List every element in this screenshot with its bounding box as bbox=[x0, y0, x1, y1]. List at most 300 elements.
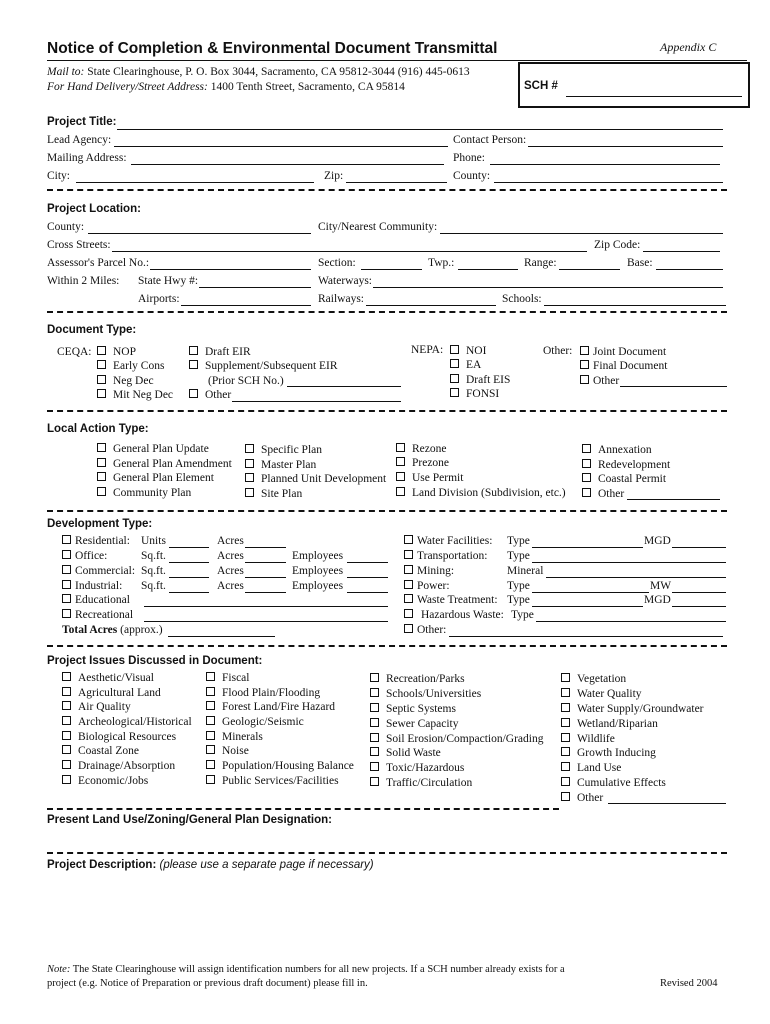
checkbox[interactable] bbox=[396, 443, 405, 452]
option-label: NOI bbox=[466, 345, 487, 357]
checkbox[interactable] bbox=[582, 473, 591, 482]
checkbox[interactable] bbox=[62, 672, 71, 681]
checkbox[interactable] bbox=[370, 747, 379, 756]
checkbox[interactable] bbox=[404, 550, 413, 559]
mineral-field[interactable] bbox=[546, 577, 726, 578]
option-label: Cumulative Effects bbox=[577, 777, 666, 789]
section-label: Section: bbox=[318, 257, 356, 269]
checkbox[interactable] bbox=[97, 346, 106, 355]
checkbox[interactable] bbox=[561, 718, 570, 727]
project-description-note: (please use a separate page if necessary) bbox=[159, 859, 374, 871]
state-hwy-field[interactable] bbox=[199, 287, 311, 288]
local-action-option[interactable] bbox=[582, 444, 652, 456]
note-text-1: The State Clearinghouse will assign identification numbers for all new projects. If a SCH number already exists for a bbox=[72, 964, 565, 975]
checkbox[interactable] bbox=[561, 762, 570, 771]
option-label: EA bbox=[466, 359, 482, 371]
mail-to-label: Mail to: bbox=[47, 66, 85, 78]
option-label: Land Use bbox=[577, 762, 622, 774]
checkbox[interactable] bbox=[62, 580, 71, 589]
section-divider bbox=[47, 189, 727, 191]
cross-streets-label: Cross Streets: bbox=[47, 239, 111, 251]
commercial-option[interactable] bbox=[62, 565, 135, 577]
checkbox[interactable] bbox=[396, 487, 405, 496]
checkbox[interactable] bbox=[404, 609, 413, 618]
airports-label: Airports: bbox=[138, 293, 180, 305]
employees-field[interactable] bbox=[347, 562, 388, 563]
option-label: Educational bbox=[75, 594, 130, 606]
checkbox[interactable] bbox=[370, 777, 379, 786]
checkbox[interactable] bbox=[370, 762, 379, 771]
units-label: Units bbox=[141, 535, 166, 547]
section-field[interactable] bbox=[361, 269, 422, 270]
issue-option[interactable] bbox=[206, 775, 339, 787]
checkbox[interactable] bbox=[561, 792, 570, 801]
issue-option[interactable] bbox=[561, 777, 666, 789]
checkbox[interactable] bbox=[62, 594, 71, 603]
checkbox[interactable] bbox=[582, 459, 591, 468]
sqft-label: Sq.ft. bbox=[141, 550, 166, 562]
mailing-address-label: Mailing Address: bbox=[47, 152, 127, 164]
option-label: Population/Housing Balance bbox=[222, 760, 354, 772]
mailing-address-field[interactable] bbox=[131, 164, 444, 165]
mw-label: MW bbox=[650, 580, 672, 592]
option-label: Forest Land/Fire Hazard bbox=[222, 701, 336, 713]
checkbox[interactable] bbox=[245, 473, 254, 482]
waterways-field[interactable] bbox=[373, 287, 723, 288]
issue-option[interactable] bbox=[62, 701, 131, 713]
checkbox[interactable] bbox=[404, 565, 413, 574]
mgd-label: MGD bbox=[644, 594, 671, 606]
option-label: Noise bbox=[222, 745, 249, 757]
checkbox[interactable] bbox=[370, 673, 379, 682]
eir-option[interactable] bbox=[189, 360, 338, 372]
contact-person-label: Contact Person: bbox=[453, 134, 527, 146]
issue-option[interactable] bbox=[561, 747, 656, 759]
checkbox[interactable] bbox=[404, 535, 413, 544]
option-label: Mining: bbox=[417, 565, 455, 577]
zip-code-field[interactable] bbox=[643, 251, 720, 252]
option-label: FONSI bbox=[466, 388, 500, 400]
other-doc-field[interactable] bbox=[620, 386, 727, 387]
issue-option[interactable] bbox=[370, 673, 465, 685]
checkbox[interactable] bbox=[206, 760, 215, 769]
checkbox[interactable] bbox=[404, 624, 413, 633]
local-action-option[interactable] bbox=[97, 443, 209, 455]
sqft-field[interactable] bbox=[169, 562, 209, 563]
issue-option[interactable] bbox=[370, 762, 464, 774]
checkbox[interactable] bbox=[370, 688, 379, 697]
issue-option[interactable] bbox=[370, 718, 459, 730]
checkbox[interactable] bbox=[97, 487, 106, 496]
issue-option[interactable] bbox=[206, 760, 354, 772]
checkbox[interactable] bbox=[561, 688, 570, 697]
checkbox[interactable] bbox=[582, 488, 591, 497]
option-label: Prezone bbox=[412, 457, 450, 469]
section-divider bbox=[47, 311, 727, 313]
local-action-option[interactable] bbox=[97, 472, 214, 484]
local-action-option[interactable] bbox=[582, 459, 670, 471]
option-label: Annexation bbox=[598, 444, 652, 456]
option-label: Flood Plain/Flooding bbox=[222, 687, 321, 699]
nepa-option[interactable] bbox=[450, 388, 499, 400]
lead-agency-field[interactable] bbox=[114, 146, 448, 147]
total-acres-field[interactable] bbox=[168, 636, 275, 637]
issue-option[interactable] bbox=[561, 673, 626, 685]
checkbox[interactable] bbox=[370, 703, 379, 712]
checkbox[interactable] bbox=[206, 672, 215, 681]
option-label: Mit Neg Dec bbox=[113, 389, 174, 401]
power-mw-field[interactable] bbox=[672, 592, 726, 593]
checkbox[interactable] bbox=[450, 388, 459, 397]
acres-field[interactable] bbox=[245, 592, 286, 593]
project-description-area[interactable] bbox=[47, 880, 727, 960]
option-label: Land Division (Subdivision, etc.) bbox=[412, 487, 566, 499]
checkbox[interactable] bbox=[245, 459, 254, 468]
option-label: Geologic/Seismic bbox=[222, 716, 304, 728]
checkbox[interactable] bbox=[206, 775, 215, 784]
transportation-option[interactable] bbox=[404, 550, 488, 562]
power-type-field[interactable] bbox=[532, 592, 649, 593]
railways-field[interactable] bbox=[366, 305, 496, 306]
base-field[interactable] bbox=[656, 269, 723, 270]
nepa-label: NEPA: bbox=[411, 344, 444, 356]
option-label: Air Quality bbox=[78, 701, 131, 713]
local-action-option[interactable] bbox=[245, 459, 316, 471]
checkbox[interactable] bbox=[206, 716, 215, 725]
option-label: Early Cons bbox=[113, 360, 165, 372]
section-divider bbox=[47, 410, 727, 412]
issue-option[interactable] bbox=[62, 687, 161, 699]
option-label: Coastal Permit bbox=[598, 473, 667, 485]
checkbox[interactable] bbox=[62, 760, 71, 769]
project-description-line bbox=[47, 859, 374, 871]
option-label: Minerals bbox=[222, 731, 263, 743]
checkbox[interactable] bbox=[245, 488, 254, 497]
checkbox[interactable] bbox=[62, 716, 71, 725]
prior-sch-field[interactable] bbox=[287, 386, 401, 387]
local-action-other-field[interactable] bbox=[627, 499, 720, 500]
checkbox[interactable] bbox=[97, 375, 106, 384]
checkbox[interactable] bbox=[62, 701, 71, 710]
option-label: Septic Systems bbox=[386, 703, 456, 715]
issue-option[interactable] bbox=[206, 672, 249, 684]
issue-option[interactable] bbox=[206, 687, 320, 699]
checkbox[interactable] bbox=[404, 580, 413, 589]
parcel-field[interactable] bbox=[150, 269, 311, 270]
water-facilities-option[interactable] bbox=[404, 535, 492, 547]
waste-mgd-field[interactable] bbox=[672, 606, 726, 607]
option-label: General Plan Element bbox=[113, 472, 214, 484]
section-divider bbox=[47, 808, 559, 810]
employees-field[interactable] bbox=[347, 577, 388, 578]
issue-option[interactable] bbox=[561, 733, 615, 745]
option-label: Residential: bbox=[75, 535, 130, 547]
water-mgd-field[interactable] bbox=[672, 547, 726, 548]
city-field[interactable] bbox=[76, 182, 314, 183]
range-field[interactable] bbox=[559, 269, 620, 270]
checkbox[interactable] bbox=[62, 687, 71, 696]
footer-note-line-2: project (e.g. Notice of Preparation or previous draft document) please fill in. bbox=[47, 978, 368, 989]
checkbox[interactable] bbox=[97, 458, 106, 467]
acres-field[interactable] bbox=[245, 577, 286, 578]
eir-option[interactable] bbox=[189, 346, 251, 358]
checkbox[interactable] bbox=[580, 375, 589, 384]
zip-field[interactable] bbox=[346, 182, 447, 183]
eir-other-field[interactable] bbox=[232, 401, 401, 402]
cross-streets-field[interactable] bbox=[112, 251, 587, 252]
option-label: Use Permit bbox=[412, 472, 464, 484]
issue-option[interactable] bbox=[206, 745, 249, 757]
note-label: Note: bbox=[47, 964, 71, 975]
nepa-option[interactable] bbox=[450, 345, 486, 357]
checkbox[interactable] bbox=[97, 360, 106, 369]
employees-field[interactable] bbox=[347, 592, 388, 593]
checkbox[interactable] bbox=[580, 360, 589, 369]
other-doc-label: Other: bbox=[543, 345, 573, 357]
option-label: Hazardous Waste: bbox=[421, 609, 504, 621]
checkbox[interactable] bbox=[396, 457, 405, 466]
checkbox[interactable] bbox=[582, 444, 591, 453]
checkbox[interactable] bbox=[404, 594, 413, 603]
city-nearest-field[interactable] bbox=[440, 233, 723, 234]
issue-option[interactable] bbox=[62, 716, 192, 728]
transportation-type-field[interactable] bbox=[532, 562, 726, 563]
issue-option[interactable] bbox=[62, 731, 176, 743]
option-label: General Plan Update bbox=[113, 443, 209, 455]
option-label: Site Plan bbox=[261, 488, 303, 500]
local-action-option[interactable] bbox=[245, 473, 386, 485]
checkbox[interactable] bbox=[97, 472, 106, 481]
approx-text: (approx.) bbox=[120, 624, 163, 636]
local-action-option[interactable] bbox=[396, 457, 449, 469]
issue-option[interactable] bbox=[62, 745, 139, 757]
issue-option[interactable] bbox=[206, 716, 304, 728]
county-field[interactable] bbox=[494, 182, 723, 183]
option-label: Growth Inducing bbox=[577, 747, 656, 759]
local-action-option[interactable] bbox=[396, 487, 566, 499]
option-label: Other: bbox=[417, 624, 447, 636]
mining-option[interactable] bbox=[404, 565, 454, 577]
educational-field[interactable] bbox=[144, 606, 388, 607]
schools-label: Schools: bbox=[502, 293, 542, 305]
acres-field[interactable] bbox=[245, 562, 286, 563]
checkbox[interactable] bbox=[450, 359, 459, 368]
acres-label: Acres bbox=[217, 535, 244, 547]
waterways-label: Waterways: bbox=[318, 275, 372, 287]
checkbox[interactable] bbox=[561, 733, 570, 742]
issue-option[interactable] bbox=[62, 672, 154, 684]
employees-label: Employees bbox=[292, 565, 344, 577]
issue-option[interactable] bbox=[561, 703, 704, 715]
project-title-field[interactable] bbox=[117, 129, 723, 130]
option-label: Biological Resources bbox=[78, 731, 177, 743]
recreational-field[interactable] bbox=[144, 621, 388, 622]
checkbox[interactable] bbox=[561, 703, 570, 712]
sch-number-field[interactable] bbox=[566, 96, 742, 97]
checkbox[interactable] bbox=[245, 444, 254, 453]
state-hwy-label: State Hwy #: bbox=[138, 275, 199, 287]
checkbox[interactable] bbox=[189, 360, 198, 369]
issue-option[interactable] bbox=[62, 760, 175, 772]
checkbox[interactable] bbox=[561, 777, 570, 786]
option-label: Drainage/Absorption bbox=[78, 760, 176, 772]
contact-person-field[interactable] bbox=[528, 146, 723, 147]
twp-field[interactable] bbox=[458, 269, 518, 270]
type-label: Type bbox=[507, 535, 530, 547]
other-doc-option[interactable] bbox=[580, 375, 619, 387]
issue-option[interactable] bbox=[370, 747, 441, 759]
option-label: Sewer Capacity bbox=[386, 718, 459, 730]
issue-option[interactable] bbox=[561, 688, 642, 700]
recreational-option[interactable] bbox=[62, 609, 133, 621]
checkbox[interactable] bbox=[62, 775, 71, 784]
option-label: Aesthetic/Visual bbox=[78, 672, 154, 684]
development-other-option[interactable] bbox=[404, 624, 446, 636]
local-action-option[interactable] bbox=[245, 488, 302, 500]
checkbox[interactable] bbox=[206, 701, 215, 710]
water-type-field[interactable] bbox=[532, 547, 643, 548]
checkbox[interactable] bbox=[97, 389, 106, 398]
local-action-option[interactable] bbox=[97, 458, 232, 470]
issue-option[interactable] bbox=[370, 688, 481, 700]
total-acres-label bbox=[62, 624, 163, 636]
mail-to-text: State Clearinghouse, P. O. Box 3044, Sacramento, CA 95812-3044 (916) 445-0613 bbox=[87, 66, 470, 78]
office-option[interactable] bbox=[62, 550, 107, 562]
section-divider bbox=[47, 852, 727, 854]
local-action-option[interactable] bbox=[396, 443, 446, 455]
range-label: Range: bbox=[524, 257, 557, 269]
issue-option[interactable] bbox=[561, 718, 658, 730]
option-label: Supplement/Subsequent EIR bbox=[205, 360, 338, 372]
educational-option[interactable] bbox=[62, 594, 130, 606]
issue-option[interactable] bbox=[62, 775, 148, 787]
acres-label: Acres bbox=[217, 565, 244, 577]
option-label: Recreation/Parks bbox=[386, 673, 465, 685]
section-divider bbox=[47, 645, 727, 647]
airports-field[interactable] bbox=[181, 305, 311, 306]
local-action-option[interactable] bbox=[396, 472, 463, 484]
footer-note-line-1 bbox=[47, 964, 565, 975]
option-label: Toxic/Hazardous bbox=[386, 762, 465, 774]
units-field[interactable] bbox=[169, 547, 209, 548]
ceqa-option[interactable] bbox=[97, 360, 164, 372]
checkbox[interactable] bbox=[450, 345, 459, 354]
nepa-option[interactable] bbox=[450, 359, 481, 371]
option-label: Office: bbox=[75, 550, 108, 562]
checkbox[interactable] bbox=[62, 535, 71, 544]
local-action-option[interactable] bbox=[582, 473, 666, 485]
issue-option[interactable] bbox=[370, 703, 456, 715]
project-description-heading: Project Description: bbox=[47, 859, 157, 871]
option-label: Community Plan bbox=[113, 487, 192, 499]
option-label: Commercial: bbox=[75, 565, 136, 577]
option-label: NOP bbox=[113, 346, 137, 358]
residential-option[interactable] bbox=[62, 535, 130, 547]
checkbox[interactable] bbox=[206, 687, 215, 696]
local-action-option[interactable] bbox=[582, 488, 624, 500]
sqft-field[interactable] bbox=[169, 577, 209, 578]
other-doc-option[interactable] bbox=[580, 346, 666, 358]
ceqa-option[interactable] bbox=[97, 375, 154, 387]
checkbox[interactable] bbox=[62, 565, 71, 574]
power-option[interactable] bbox=[404, 580, 450, 592]
option-label: Solid Waste bbox=[386, 747, 441, 759]
checkbox[interactable] bbox=[97, 443, 106, 452]
checkbox[interactable] bbox=[62, 609, 71, 618]
option-label: Other bbox=[598, 488, 625, 500]
title-rule bbox=[47, 60, 747, 61]
option-label: Water Facilities: bbox=[417, 535, 493, 547]
issue-option[interactable] bbox=[370, 733, 543, 745]
option-label: Planned Unit Development bbox=[261, 473, 387, 485]
checkbox[interactable] bbox=[370, 733, 379, 742]
industrial-option[interactable] bbox=[62, 580, 122, 592]
local-action-option[interactable] bbox=[97, 487, 191, 499]
checkbox[interactable] bbox=[206, 731, 215, 740]
checkbox[interactable] bbox=[561, 673, 570, 682]
acres-label: Acres bbox=[217, 550, 244, 562]
option-label: Power: bbox=[417, 580, 450, 592]
city-label: City: bbox=[47, 170, 71, 182]
issue-option[interactable] bbox=[561, 792, 603, 804]
mgd-label: MGD bbox=[644, 535, 671, 547]
development-other-field[interactable] bbox=[449, 636, 723, 637]
option-label: Transportation: bbox=[417, 550, 488, 562]
issue-option[interactable] bbox=[206, 701, 335, 713]
issue-option[interactable] bbox=[561, 762, 621, 774]
document-type-heading: Document Type: bbox=[47, 324, 137, 336]
revised-label: Revised 2004 bbox=[660, 978, 718, 989]
local-action-option[interactable] bbox=[245, 444, 322, 456]
checkbox[interactable] bbox=[189, 346, 198, 355]
acres-field[interactable] bbox=[245, 547, 286, 548]
issue-option[interactable] bbox=[206, 731, 263, 743]
eir-option[interactable] bbox=[189, 389, 231, 401]
option-label: Other bbox=[205, 389, 232, 401]
location-county-field[interactable] bbox=[88, 233, 311, 234]
issue-option[interactable] bbox=[370, 777, 472, 789]
hazardous-type-field[interactable] bbox=[536, 621, 726, 622]
other-doc-option[interactable] bbox=[580, 360, 667, 372]
checkbox[interactable] bbox=[370, 718, 379, 727]
issue-other-field[interactable] bbox=[608, 803, 726, 804]
checkbox[interactable] bbox=[396, 472, 405, 481]
hazardous-waste-option[interactable] bbox=[404, 609, 504, 621]
checkbox[interactable] bbox=[62, 731, 71, 740]
checkbox[interactable] bbox=[189, 389, 198, 398]
option-label: Recreational bbox=[75, 609, 134, 621]
checkbox[interactable] bbox=[561, 747, 570, 756]
phone-field[interactable] bbox=[490, 164, 720, 165]
checkbox[interactable] bbox=[580, 346, 589, 355]
option-label: Draft EIR bbox=[205, 346, 251, 358]
ceqa-option[interactable] bbox=[97, 389, 173, 401]
nepa-option[interactable] bbox=[450, 374, 510, 386]
checkbox[interactable] bbox=[450, 374, 459, 383]
waste-type-field[interactable] bbox=[532, 606, 643, 607]
within-2-miles-label: Within 2 Miles: bbox=[47, 275, 120, 287]
ceqa-option[interactable] bbox=[97, 346, 136, 358]
sqft-field[interactable] bbox=[169, 592, 209, 593]
schools-field[interactable] bbox=[544, 305, 726, 306]
checkbox[interactable] bbox=[62, 550, 71, 559]
waste-treatment-option[interactable] bbox=[404, 594, 498, 606]
county-label: County: bbox=[453, 170, 491, 182]
checkbox[interactable] bbox=[206, 745, 215, 754]
option-label: Archeological/Historical bbox=[78, 716, 192, 728]
city-nearest-label: City/Nearest Community: bbox=[318, 221, 438, 233]
checkbox[interactable] bbox=[62, 745, 71, 754]
